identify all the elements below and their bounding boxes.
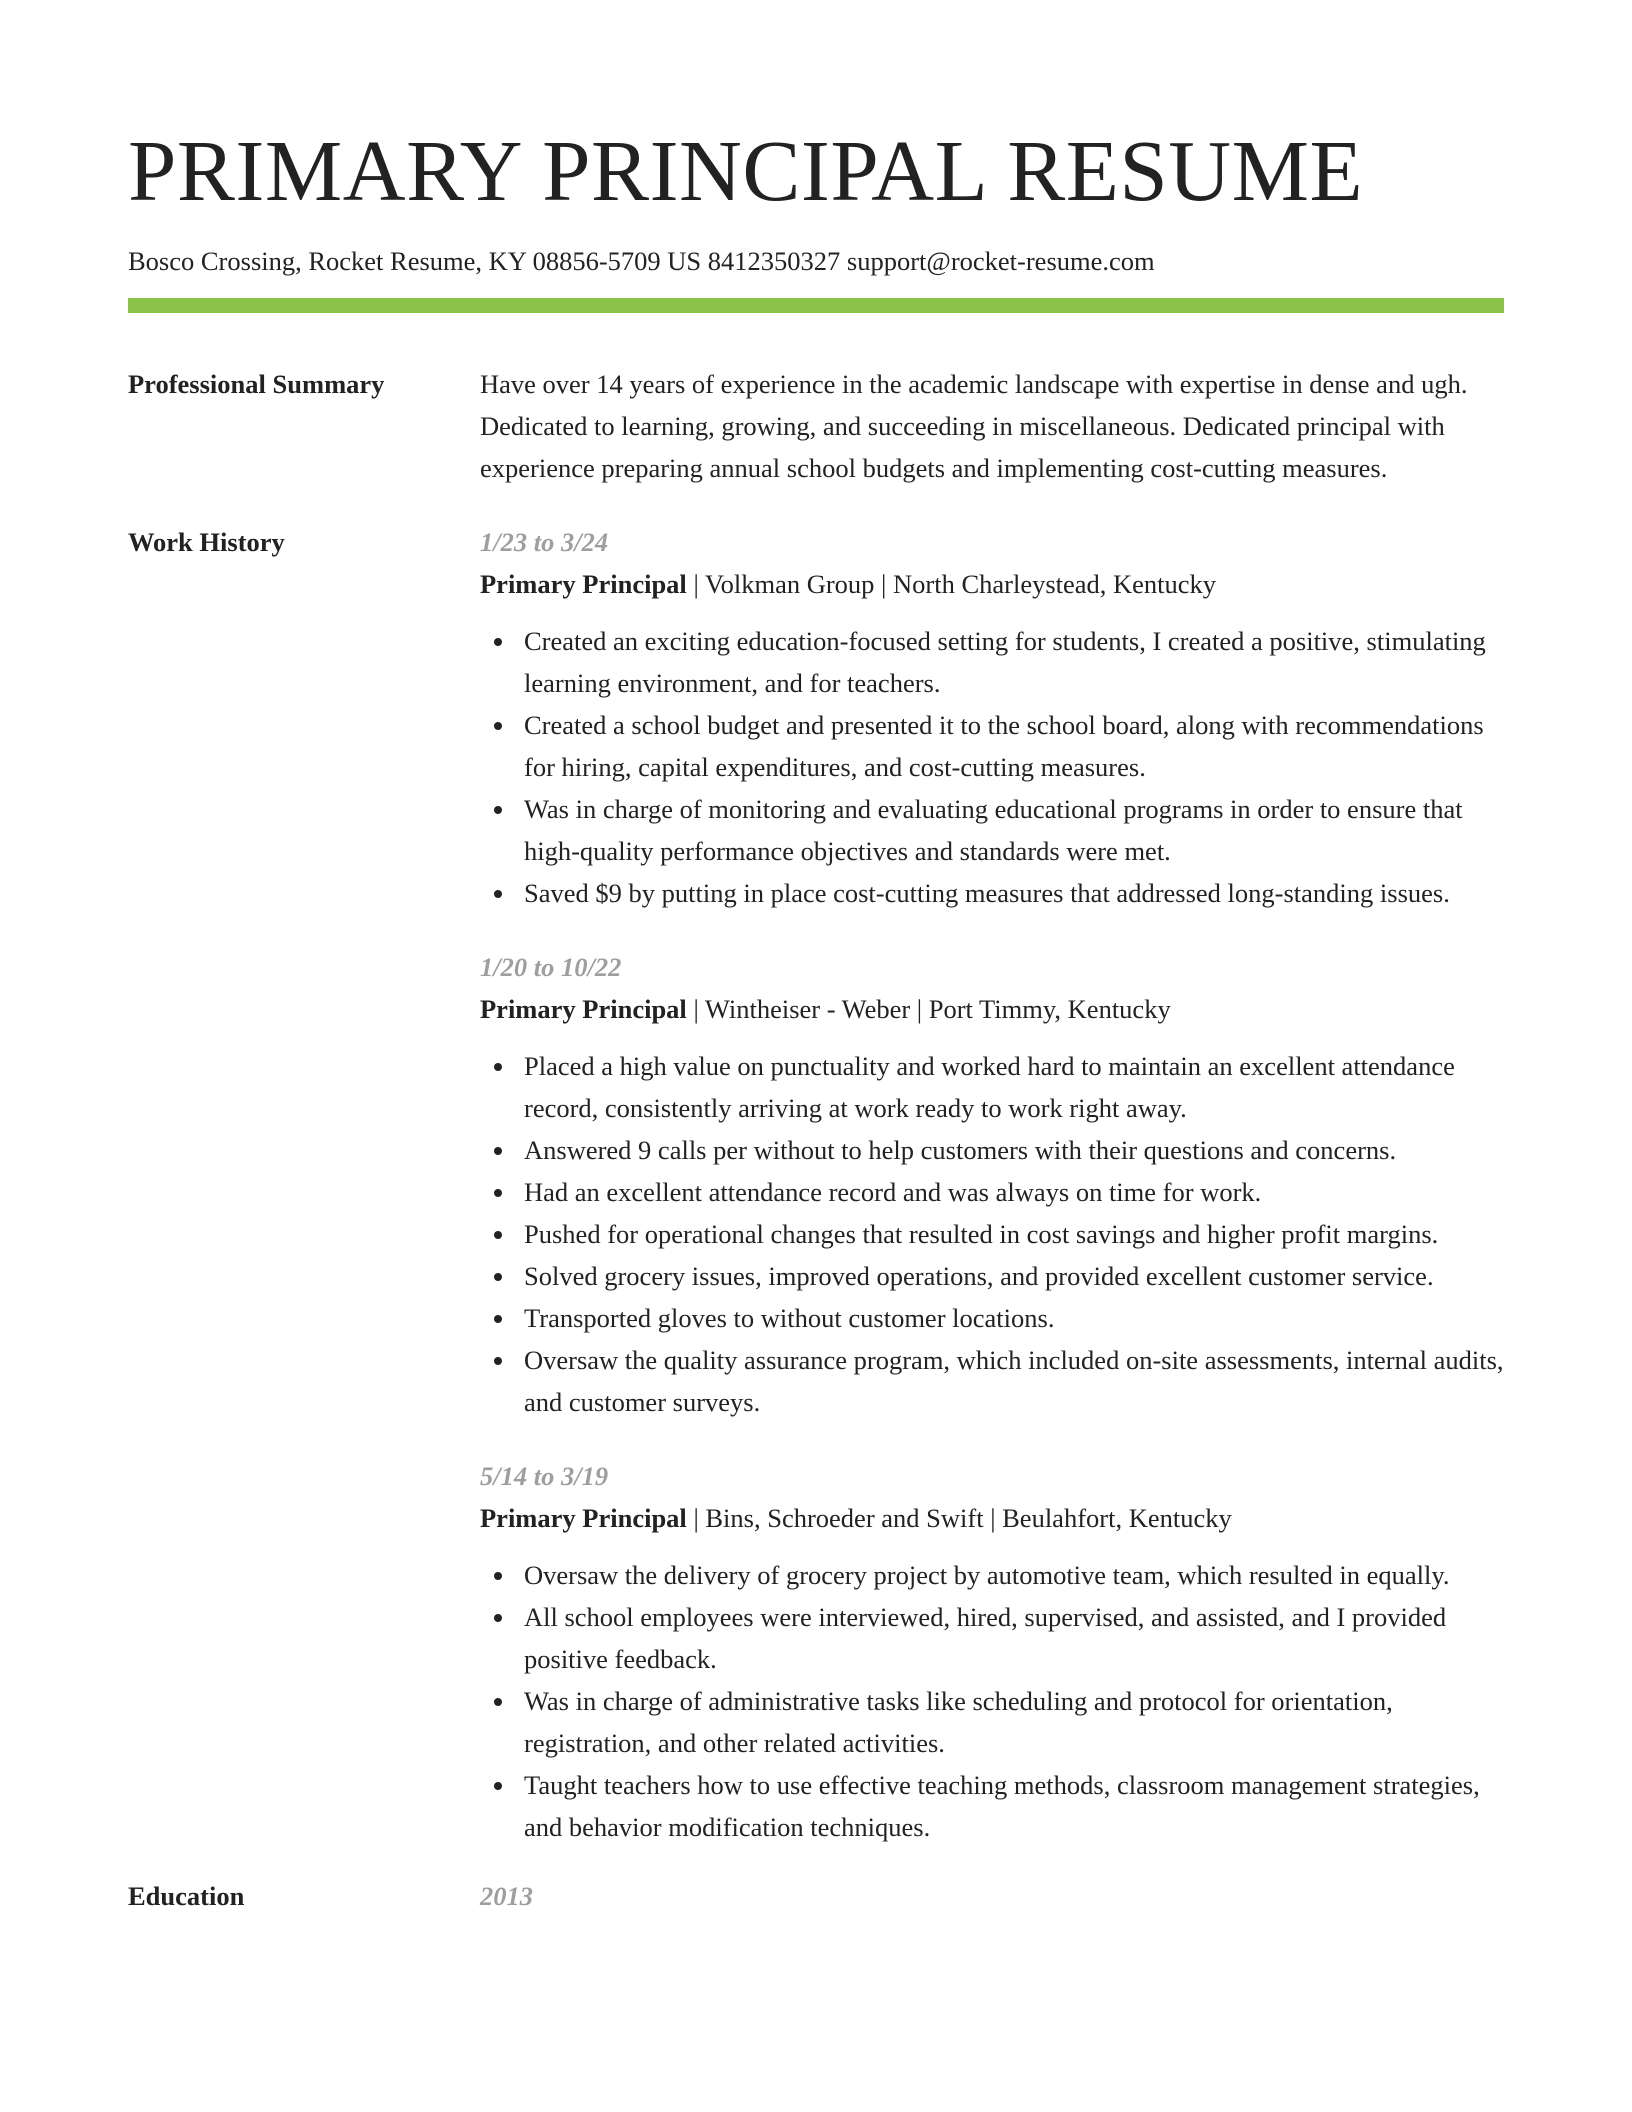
accent-divider xyxy=(128,298,1504,313)
professional-summary-section xyxy=(128,363,1504,489)
job-dates: 1/20 to 10/22 xyxy=(480,952,622,982)
job-bullet: Pushed for operational changes that resulted in cost savings and higher profit margins. xyxy=(524,1213,1504,1255)
education-body xyxy=(480,1875,1504,1917)
job-bullets xyxy=(480,1045,1504,1423)
job-entry xyxy=(480,1455,1504,1848)
section-label-education: Education xyxy=(128,1881,245,1911)
job-bullet: Oversaw the delivery of grocery project by automotive team, which resulted in equally. xyxy=(524,1554,1504,1596)
job-bullet: Solved grocery issues, improved operations, and provided excellent customer service. xyxy=(524,1255,1504,1297)
resume-title: PRIMARY PRINCIPAL RESUME xyxy=(128,122,1364,219)
job-heading xyxy=(480,988,1504,1030)
job-details: | Bins, Schroeder and Swift | Beulahfort, Kentucky xyxy=(686,1503,1232,1533)
job-bullet: Saved $9 by putting in place cost-cutting measures that addressed long-standing issues. xyxy=(524,872,1504,914)
job-bullets xyxy=(480,620,1504,914)
job-bullet: Was in charge of administrative tasks like scheduling and protocol for orientation, registration, and other related activities. xyxy=(524,1680,1504,1764)
job-entry xyxy=(480,521,1504,914)
job-dates: 5/14 to 3/19 xyxy=(480,1461,609,1491)
job-title: Primary Principal xyxy=(480,1503,687,1533)
job-bullet: Transported gloves to without customer locations. xyxy=(524,1297,1504,1339)
section-label-summary: Professional Summary xyxy=(128,369,385,399)
job-bullets xyxy=(480,1554,1504,1848)
job-bullet: Had an excellent attendance record and was always on time for work. xyxy=(524,1171,1504,1213)
resume-page xyxy=(128,0,1504,1917)
job-bullet: Placed a high value on punctuality and worked hard to maintain an excellent attendance record, consistently arriving at work ready to work right away. xyxy=(524,1045,1504,1129)
job-bullet: Taught teachers how to use effective teaching methods, classroom management strategies, and behavior modification techniques. xyxy=(524,1764,1504,1848)
job-bullet: Created an exciting education-focused setting for students, I created a positive, stimulating learning environment, and for teachers. xyxy=(524,620,1504,704)
summary-text: Have over 14 years of experience in the academic landscape with expertise in dense and ugh. Dedicated to learning, growing, and succeeding in miscellaneous. Dedicated principal with experience preparing annual school budgets and implementing cost-cutting measures. xyxy=(480,369,1468,483)
job-bullet: Created a school budget and presented it to the school board, along with recommendations for hiring, capital expenditures, and cost-cutting measures. xyxy=(524,704,1504,788)
education-date: 2013 xyxy=(480,1881,533,1911)
work-history-section xyxy=(128,521,1504,1848)
job-bullet: Oversaw the quality assurance program, which included on-site assessments, internal audits, and customer surveys. xyxy=(524,1339,1504,1423)
job-bullet: Was in charge of monitoring and evaluating educational programs in order to ensure that high-quality performance objectives and standards were met. xyxy=(524,788,1504,872)
job-details: | Wintheiser - Weber | Port Timmy, Kentucky xyxy=(686,994,1171,1024)
job-bullet: All school employees were interviewed, hired, supervised, and assisted, and I provided positive feedback. xyxy=(524,1596,1504,1680)
job-dates: 1/23 to 3/24 xyxy=(480,527,609,557)
job-bullet: Answered 9 calls per without to help customers with their questions and concerns. xyxy=(524,1129,1504,1171)
job-heading xyxy=(480,1497,1504,1539)
job-entry xyxy=(480,946,1504,1423)
job-title: Primary Principal xyxy=(480,994,687,1024)
job-details: | Volkman Group | North Charleystead, Kentucky xyxy=(686,569,1217,599)
work-history-body xyxy=(480,521,1504,1848)
section-label-work: Work History xyxy=(128,527,285,557)
education-section xyxy=(128,1875,1504,1917)
contact-line: Bosco Crossing, Rocket Resume, KY 08856-5709 US 8412350327 support@rocket-resume.com xyxy=(128,246,1155,276)
job-heading xyxy=(480,563,1504,605)
job-title: Primary Principal xyxy=(480,569,687,599)
